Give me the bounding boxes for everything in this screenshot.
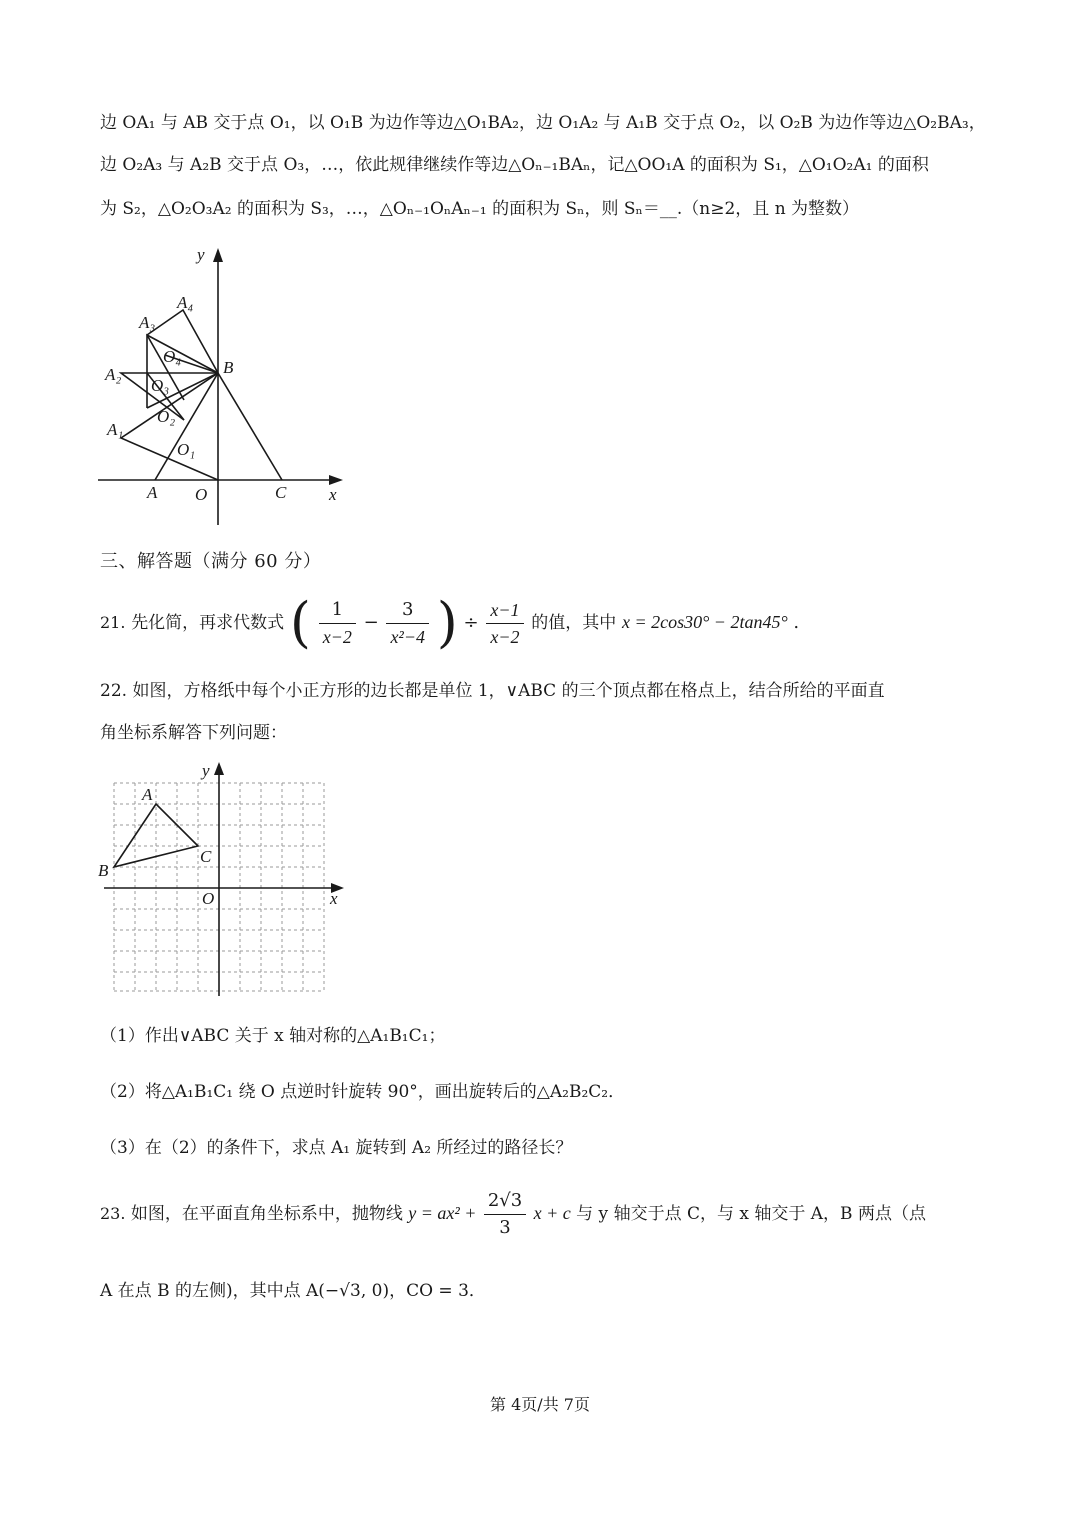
x-arrow (329, 475, 343, 485)
q21-number: 21. (100, 613, 126, 632)
label-B: B (223, 358, 234, 377)
q21-frac-3: $\frac{x-1}{x-2}$ (486, 597, 523, 650)
q20-line-1: 边 OA₁ 与 AB 交于点 O₁，以 O₁B 为边作等边△O₁BA₂，边 O₁A₂ 与 A₁B 交于点 O₂，以 O₂B 为边作等边△O₂BA₃， (100, 113, 986, 133)
q20-figure (95, 240, 355, 535)
paren-open: ( (289, 591, 311, 654)
label-A3: A₃ (139, 313, 156, 332)
label-A: A (147, 483, 158, 502)
paren-close: ) (436, 591, 458, 654)
q23-line-2: A 在点 B 的左侧)，其中点 A(−√3, 0)，CO = 3． (100, 1281, 486, 1301)
q23-text-2: 与 y 轴交于点 C，与 x 轴交于 A，B 两点（点 (576, 1204, 926, 1224)
section-heading: 三、解答题（满分 60 分） (100, 551, 322, 572)
page-footer: 第 4页/共 7页 (490, 1395, 590, 1414)
y-arrow (213, 248, 223, 262)
label-O: O (195, 485, 208, 504)
label-A2: A₂ (105, 365, 122, 384)
y-arrow (214, 762, 224, 775)
q20-line-3: 为 S₂，△O₂O₃A₂ 的面积为 S₃，…，△Oₙ₋₁OₙAₙ₋₁ 的面积为 Sₙ，则 Sₙ＝__.（n≥2，且 n 为整数） (100, 199, 860, 219)
q22-sub-3: （3）在（2）的条件下，求点 A₁ 旋转到 A₂ 所经过的路径长？ (100, 1138, 573, 1158)
q22-grid-figure (96, 758, 356, 998)
q23-eq-left: y = ax² + (408, 1203, 477, 1223)
q21-frac-1: $\frac{1}{x-2}$ (319, 597, 356, 650)
label-x: x (330, 889, 338, 908)
q23-number: 23. (100, 1204, 126, 1223)
label-O: O (202, 889, 215, 908)
q21-condition: x = 2cos30° − 2tan45° (621, 612, 788, 632)
edge-BC (218, 373, 282, 480)
label-O4: O₄ (163, 347, 182, 366)
label-A: A (142, 785, 153, 804)
q21-text-before: 先化简，再求代数式 (131, 613, 285, 633)
q21: 21. 先化简，再求代数式 ( $\frac{1}{x-2}$ − $\frac{3}{\text{x²−4}}$ ) ÷ $\frac{x-1}{x-2}$ 的值，其中 x = 2cos30° − 2tan45° . (100, 591, 800, 654)
label-A1: A₁ (107, 420, 124, 439)
q21-text-after: 的值，其中 (531, 613, 617, 633)
q22-line-2: 角坐标系解答下列问题： (100, 723, 287, 743)
q20-line-2: 边 O₂A₃ 与 A₂B 交于点 O₃，…，依此规律继续作等边△Oₙ₋₁BAₙ，记△OO₁A 的面积为 S₁，△O₁O₂A₁ 的面积 (100, 155, 929, 175)
triangle-A1 (121, 373, 218, 480)
label-C: C (275, 483, 287, 502)
q23-frac: $\frac{2√3}{3}$ (484, 1188, 526, 1241)
q22-line-1: 22. 如图，方格纸中每个小正方形的边长都是单位 1，∨ABC 的三个顶点都在格点上，结合所给的平面直 (100, 681, 885, 701)
q23-text-1: 如图，在平面直角坐标系中，抛物线 (130, 1204, 403, 1224)
label-x: x (329, 485, 337, 504)
label-O3: O₃ (151, 376, 170, 395)
q21-frac-2: $\frac{3}{\text{x²−4}}$ (386, 597, 429, 650)
q22-sub-2: （2）将△A₁B₁C₁ 绕 O 点逆时针旋转 90°，画出旋转后的△A₂B₂C₂． (100, 1082, 626, 1102)
q23-line-1 (100, 1188, 926, 1241)
label-B: B (98, 861, 109, 880)
label-O1: O₁ (177, 440, 196, 459)
q23-eq-right: x + c (533, 1203, 571, 1223)
q22-sub-1: （1）作出∨ABC 关于 x 轴对称的△A₁B₁C₁； (100, 1026, 446, 1046)
label-O2: O₂ (157, 407, 176, 426)
label-C: C (200, 847, 212, 866)
label-y: y (202, 761, 210, 780)
label-A4: A₄ (177, 293, 194, 312)
label-y: y (197, 245, 205, 264)
